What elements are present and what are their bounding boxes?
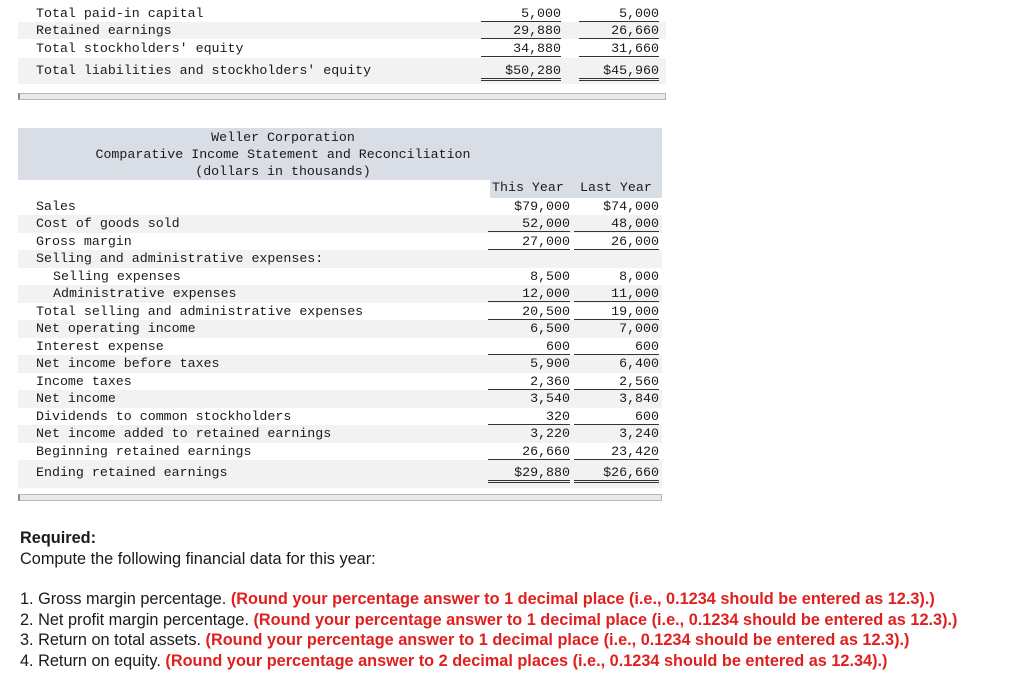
row-label: Income taxes bbox=[36, 374, 132, 389]
question-note: (Round your percentage answer to 1 decimal place (i.e., 0.1234 should be entered as 12.3).) bbox=[253, 610, 958, 629]
last-year-value: 26,000 bbox=[574, 234, 659, 250]
row-label: Administrative expenses bbox=[53, 286, 237, 301]
last-year-value: 31,660 bbox=[579, 41, 659, 57]
this-year-value: 600 bbox=[488, 339, 570, 355]
table-row bbox=[18, 215, 662, 233]
row-label: Net income bbox=[36, 391, 116, 406]
this-year-value: 8,500 bbox=[530, 269, 570, 284]
last-year-value: $74,000 bbox=[603, 199, 659, 214]
row-label: Total stockholders' equity bbox=[36, 41, 244, 56]
question-text: 2. Net profit margin percentage. bbox=[20, 610, 254, 629]
last-year-value: $26,660 bbox=[574, 465, 659, 483]
this-year-value: 6,500 bbox=[530, 321, 570, 336]
last-year-value: 6,400 bbox=[619, 356, 659, 371]
question-2 bbox=[20, 610, 1020, 631]
row-label: Total liabilities and stockholders' equity bbox=[36, 63, 372, 78]
row-label: Total paid-in capital bbox=[36, 6, 204, 21]
table-row bbox=[18, 250, 662, 268]
table-row bbox=[18, 233, 662, 251]
this-year-value: 20,500 bbox=[488, 304, 570, 320]
row-label: Net income added to retained earnings bbox=[36, 426, 332, 441]
row-label: Net operating income bbox=[36, 321, 196, 336]
last-year-value: 3,840 bbox=[619, 391, 659, 406]
table-row bbox=[18, 22, 666, 39]
horizontal-scrollbar[interactable] bbox=[18, 93, 666, 100]
question-note: (Round your percentage answer to 2 decimal places (i.e., 0.1234 should be entered as 12.34).) bbox=[165, 651, 888, 670]
last-year-value: 48,000 bbox=[574, 216, 659, 232]
this-year-value: 5,900 bbox=[530, 356, 570, 371]
this-year-value: $29,880 bbox=[488, 465, 570, 483]
row-label: Gross margin bbox=[36, 234, 132, 249]
table-row bbox=[18, 338, 662, 356]
row-label: Ending retained earnings bbox=[36, 465, 228, 480]
this-year-value: 3,220 bbox=[530, 426, 570, 441]
this-year-value: 320 bbox=[488, 409, 570, 425]
this-year-value: 52,000 bbox=[488, 216, 570, 232]
table-row bbox=[18, 303, 662, 321]
table-row bbox=[18, 355, 662, 373]
last-year-value: 3,240 bbox=[619, 426, 659, 441]
this-year-value: $79,000 bbox=[514, 199, 570, 214]
last-year-value: 5,000 bbox=[579, 6, 659, 22]
table-row bbox=[18, 425, 662, 443]
question-text: 3. Return on total assets. bbox=[20, 631, 206, 650]
question-4 bbox=[20, 651, 1020, 672]
last-year-value: 600 bbox=[574, 409, 659, 425]
table-row bbox=[18, 390, 662, 408]
table-row bbox=[18, 58, 666, 84]
statement-title: Comparative Income Statement and Reconciliation bbox=[95, 147, 471, 162]
last-year-value: 19,000 bbox=[574, 304, 659, 320]
last-year-value: 26,660 bbox=[579, 23, 659, 39]
table-row bbox=[18, 40, 666, 57]
last-year-value: 8,000 bbox=[619, 269, 659, 284]
income-statement-table bbox=[18, 128, 662, 506]
table-row bbox=[18, 460, 662, 488]
question-note: (Round your percentage answer to 1 decimal place (i.e., 0.1234 should be entered as 12.3).) bbox=[230, 590, 935, 609]
last-year-value: 7,000 bbox=[619, 321, 659, 336]
column-header-this-year: This Year bbox=[492, 180, 564, 195]
question-3 bbox=[20, 630, 1020, 651]
this-year-value: 3,540 bbox=[530, 391, 570, 406]
row-label: Selling and administrative expenses: bbox=[36, 251, 324, 266]
table-row bbox=[18, 408, 662, 426]
this-year-value: 5,000 bbox=[481, 6, 561, 22]
table-row bbox=[18, 198, 662, 216]
column-header-last-year: Last Year bbox=[580, 180, 652, 195]
last-year-value: $45,960 bbox=[579, 63, 659, 81]
last-year-value: 23,420 bbox=[574, 444, 659, 460]
row-label: Retained earnings bbox=[36, 23, 172, 38]
this-year-value: 29,880 bbox=[481, 23, 561, 39]
row-label: Interest expense bbox=[36, 339, 164, 354]
last-year-value: 2,560 bbox=[574, 374, 659, 390]
table-row bbox=[18, 5, 666, 22]
required-intro: Compute the following financial data for this year: bbox=[20, 549, 376, 568]
this-year-value: 2,360 bbox=[488, 374, 570, 390]
question-note: (Round your percentage answer to 1 decimal place (i.e., 0.1234 should be entered as 12.3).) bbox=[205, 631, 910, 650]
question-1 bbox=[20, 589, 1020, 610]
horizontal-scrollbar[interactable] bbox=[18, 494, 662, 501]
this-year-value: $50,280 bbox=[481, 63, 561, 81]
last-year-value: 11,000 bbox=[574, 286, 659, 302]
required-heading: Required: bbox=[20, 529, 96, 547]
table-row bbox=[18, 443, 662, 461]
row-label: Total selling and administrative expenses bbox=[36, 304, 364, 319]
row-label: Sales bbox=[36, 199, 76, 214]
row-label: Dividends to common stockholders bbox=[36, 409, 292, 424]
table-row bbox=[18, 320, 662, 338]
row-label: Net income before taxes bbox=[36, 356, 220, 371]
question-text: 4. Return on equity. bbox=[20, 651, 166, 670]
question-text: 1. Gross margin percentage. bbox=[20, 590, 231, 609]
this-year-value: 34,880 bbox=[481, 41, 561, 57]
required-section bbox=[20, 528, 1020, 672]
statement-units: (dollars in thousands) bbox=[195, 164, 371, 179]
table-header bbox=[18, 128, 662, 180]
company-name: Weller Corporation bbox=[211, 130, 355, 145]
row-label: Cost of goods sold bbox=[36, 216, 180, 231]
this-year-value: 27,000 bbox=[488, 234, 570, 250]
column-header-bar bbox=[490, 180, 662, 198]
this-year-value: 12,000 bbox=[488, 286, 570, 302]
balance-sheet-fragment bbox=[18, 0, 666, 102]
table-row bbox=[18, 285, 662, 303]
table-row bbox=[18, 373, 662, 391]
row-label: Beginning retained earnings bbox=[36, 444, 252, 459]
row-label: Selling expenses bbox=[53, 269, 181, 284]
table-row bbox=[18, 268, 662, 286]
this-year-value: 26,660 bbox=[488, 444, 570, 460]
last-year-value: 600 bbox=[574, 339, 659, 355]
